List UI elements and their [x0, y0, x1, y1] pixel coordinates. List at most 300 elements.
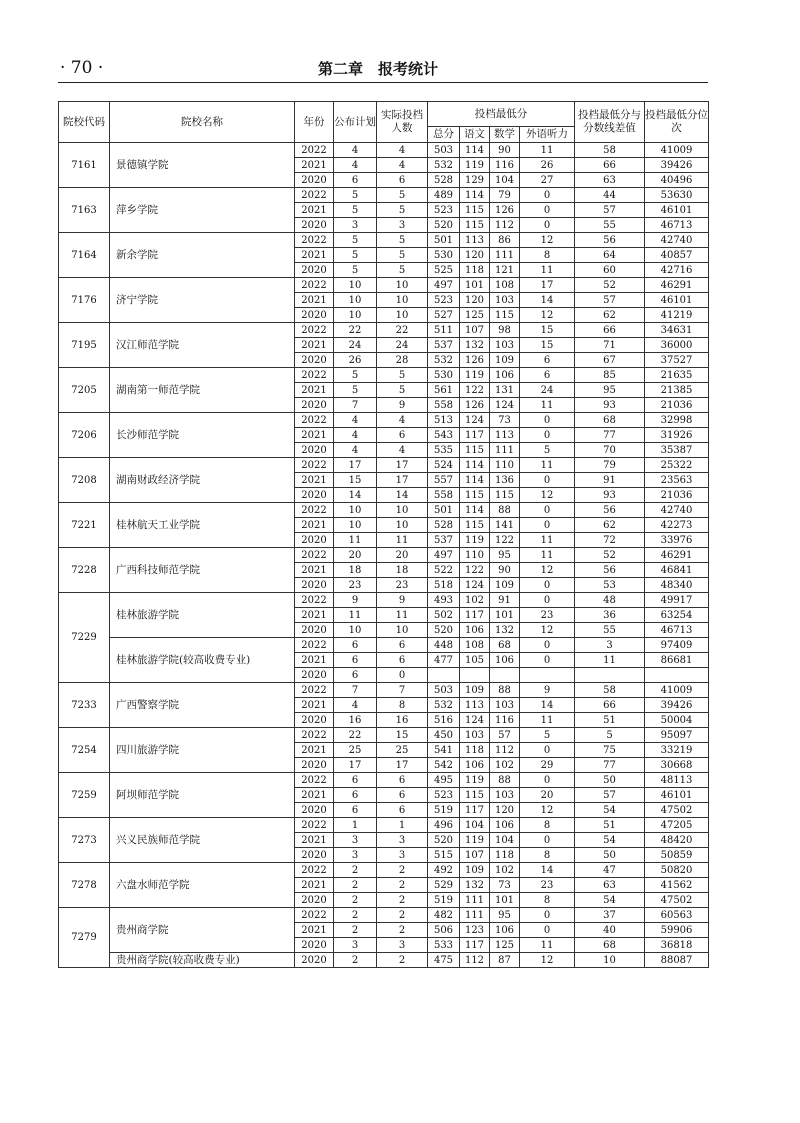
chinese-cell: 113 [460, 233, 490, 248]
chinese-cell: 124 [460, 578, 490, 593]
plan-cell: 4 [334, 413, 377, 428]
diff-cell: 37 [575, 908, 645, 923]
total-cell: 482 [428, 908, 460, 923]
chinese-cell: 118 [460, 743, 490, 758]
foreign-cell: 0 [520, 908, 575, 923]
year-cell: 2022 [295, 188, 334, 203]
admitted-cell: 3 [377, 848, 428, 863]
chinese-cell: 132 [460, 338, 490, 353]
table-row [59, 323, 709, 338]
admitted-cell: 5 [377, 203, 428, 218]
chinese-cell: 132 [460, 878, 490, 893]
chinese-cell: 119 [460, 533, 490, 548]
rank-cell: 33219 [645, 743, 709, 758]
admitted-cell: 6 [377, 773, 428, 788]
year-cell: 2021 [295, 698, 334, 713]
plan-cell: 2 [334, 908, 377, 923]
plan-cell: 25 [334, 743, 377, 758]
foreign-cell: 0 [520, 743, 575, 758]
math-cell: 124 [490, 398, 520, 413]
year-cell: 2020 [295, 953, 334, 968]
diff-cell: 77 [575, 428, 645, 443]
chinese-cell: 117 [460, 608, 490, 623]
year-cell: 2021 [295, 518, 334, 533]
total-cell: 543 [428, 428, 460, 443]
foreign-cell: 0 [520, 593, 575, 608]
year-cell: 2020 [295, 668, 334, 683]
year-cell: 2021 [295, 248, 334, 263]
diff-cell: 48 [575, 593, 645, 608]
chinese-cell: 126 [460, 353, 490, 368]
math-cell: 103 [490, 698, 520, 713]
total-cell: 497 [428, 278, 460, 293]
year-cell: 2021 [295, 608, 334, 623]
foreign-cell: 6 [520, 353, 575, 368]
admitted-cell: 5 [377, 233, 428, 248]
admitted-cell: 6 [377, 173, 428, 188]
school-code-cell: 7164 [59, 233, 110, 278]
math-cell: 109 [490, 578, 520, 593]
diff-cell: 57 [575, 293, 645, 308]
foreign-cell: 0 [520, 188, 575, 203]
col-header-min-score-group: 投档最低分 [428, 102, 575, 127]
diff-cell: 85 [575, 368, 645, 383]
rank-cell: 41562 [645, 878, 709, 893]
admitted-cell: 9 [377, 398, 428, 413]
year-cell: 2022 [295, 773, 334, 788]
chinese-cell: 123 [460, 923, 490, 938]
school-code-cell: 7208 [59, 458, 110, 503]
total-cell: 532 [428, 353, 460, 368]
admitted-cell: 3 [377, 938, 428, 953]
year-cell: 2020 [295, 623, 334, 638]
diff-cell: 36 [575, 608, 645, 623]
plan-cell: 2 [334, 953, 377, 968]
math-cell: 88 [490, 773, 520, 788]
admitted-cell: 17 [377, 473, 428, 488]
chinese-cell: 114 [460, 458, 490, 473]
admitted-cell: 18 [377, 563, 428, 578]
admitted-cell: 10 [377, 623, 428, 638]
school-code-cell: 7278 [59, 863, 110, 908]
foreign-cell: 8 [520, 893, 575, 908]
plan-cell: 24 [334, 338, 377, 353]
diff-cell [575, 668, 645, 683]
plan-cell: 4 [334, 158, 377, 173]
diff-cell: 11 [575, 653, 645, 668]
diff-cell: 5 [575, 728, 645, 743]
rank-cell: 47502 [645, 893, 709, 908]
admitted-cell: 7 [377, 683, 428, 698]
math-cell: 125 [490, 938, 520, 953]
foreign-cell: 27 [520, 173, 575, 188]
plan-cell: 3 [334, 938, 377, 953]
foreign-cell: 11 [520, 548, 575, 563]
rank-cell: 48340 [645, 578, 709, 593]
year-cell: 2022 [295, 503, 334, 518]
admitted-cell: 2 [377, 878, 428, 893]
total-cell [428, 668, 460, 683]
chinese-cell: 115 [460, 518, 490, 533]
rank-cell: 36818 [645, 938, 709, 953]
foreign-cell: 12 [520, 953, 575, 968]
plan-cell: 2 [334, 863, 377, 878]
diff-cell: 57 [575, 788, 645, 803]
foreign-cell: 0 [520, 473, 575, 488]
plan-cell: 2 [334, 878, 377, 893]
chinese-cell: 115 [460, 443, 490, 458]
admitted-cell: 2 [377, 863, 428, 878]
diff-cell: 51 [575, 713, 645, 728]
col-header-chinese: 语文 [460, 127, 490, 143]
col-header-name: 院校名称 [110, 102, 295, 143]
year-cell: 2022 [295, 368, 334, 383]
year-cell: 2022 [295, 818, 334, 833]
total-cell: 522 [428, 563, 460, 578]
math-cell: 108 [490, 278, 520, 293]
diff-cell: 52 [575, 278, 645, 293]
year-cell: 2022 [295, 908, 334, 923]
plan-cell: 15 [334, 473, 377, 488]
admitted-cell: 11 [377, 608, 428, 623]
diff-cell: 95 [575, 383, 645, 398]
chinese-cell: 103 [460, 728, 490, 743]
rank-cell: 48113 [645, 773, 709, 788]
rank-cell: 31926 [645, 428, 709, 443]
diff-cell: 50 [575, 848, 645, 863]
math-cell: 112 [490, 743, 520, 758]
year-cell: 2021 [295, 293, 334, 308]
foreign-cell: 12 [520, 803, 575, 818]
chinese-cell: 117 [460, 428, 490, 443]
diff-cell: 56 [575, 503, 645, 518]
rank-cell: 63254 [645, 608, 709, 623]
foreign-cell: 11 [520, 938, 575, 953]
total-cell: 477 [428, 653, 460, 668]
diff-cell: 62 [575, 518, 645, 533]
school-name-cell: 桂林航天工业学院 [110, 503, 295, 548]
chinese-cell: 111 [460, 893, 490, 908]
plan-cell: 6 [334, 173, 377, 188]
foreign-cell: 12 [520, 233, 575, 248]
math-cell: 95 [490, 908, 520, 923]
chinese-cell: 109 [460, 683, 490, 698]
rank-cell: 46291 [645, 278, 709, 293]
math-cell: 104 [490, 833, 520, 848]
math-cell: 57 [490, 728, 520, 743]
chinese-cell: 119 [460, 833, 490, 848]
admitted-cell: 5 [377, 188, 428, 203]
plan-cell: 7 [334, 683, 377, 698]
math-cell: 118 [490, 848, 520, 863]
plan-cell: 14 [334, 488, 377, 503]
admitted-cell: 25 [377, 743, 428, 758]
table-row [59, 953, 709, 968]
chinese-cell: 117 [460, 938, 490, 953]
foreign-cell: 0 [520, 638, 575, 653]
admitted-cell: 10 [377, 518, 428, 533]
rank-cell: 32998 [645, 413, 709, 428]
total-cell: 503 [428, 683, 460, 698]
school-code-cell: 7229 [59, 593, 110, 683]
foreign-cell: 0 [520, 833, 575, 848]
rank-cell: 36000 [645, 338, 709, 353]
rank-cell: 23563 [645, 473, 709, 488]
table-row [59, 773, 709, 788]
foreign-cell: 23 [520, 878, 575, 893]
foreign-cell: 0 [520, 503, 575, 518]
total-cell: 532 [428, 158, 460, 173]
diff-cell: 54 [575, 893, 645, 908]
plan-cell: 5 [334, 368, 377, 383]
admitted-cell: 4 [377, 443, 428, 458]
math-cell: 98 [490, 323, 520, 338]
plan-cell: 17 [334, 458, 377, 473]
foreign-cell: 23 [520, 608, 575, 623]
total-cell: 489 [428, 188, 460, 203]
total-cell: 516 [428, 713, 460, 728]
chinese-cell: 115 [460, 788, 490, 803]
school-code-cell: 7206 [59, 413, 110, 458]
plan-cell: 6 [334, 788, 377, 803]
rank-cell: 41009 [645, 683, 709, 698]
math-cell: 101 [490, 608, 520, 623]
diff-cell: 79 [575, 458, 645, 473]
math-cell: 73 [490, 878, 520, 893]
chinese-cell: 112 [460, 953, 490, 968]
year-cell: 2020 [295, 443, 334, 458]
year-cell: 2021 [295, 473, 334, 488]
rank-cell: 88087 [645, 953, 709, 968]
rank-cell: 21036 [645, 398, 709, 413]
math-cell: 121 [490, 263, 520, 278]
total-cell: 530 [428, 368, 460, 383]
rank-cell: 25322 [645, 458, 709, 473]
chinese-cell: 110 [460, 548, 490, 563]
foreign-cell: 12 [520, 488, 575, 503]
total-cell: 541 [428, 743, 460, 758]
foreign-cell: 0 [520, 653, 575, 668]
math-cell: 103 [490, 338, 520, 353]
diff-cell: 10 [575, 953, 645, 968]
rank-cell: 46713 [645, 218, 709, 233]
plan-cell: 16 [334, 713, 377, 728]
diff-cell: 54 [575, 803, 645, 818]
chinese-cell: 114 [460, 473, 490, 488]
chinese-cell: 120 [460, 248, 490, 263]
year-cell: 2020 [295, 848, 334, 863]
admitted-cell: 5 [377, 263, 428, 278]
year-cell: 2022 [295, 278, 334, 293]
rank-cell: 47502 [645, 803, 709, 818]
plan-cell: 5 [334, 188, 377, 203]
plan-cell: 4 [334, 428, 377, 443]
diff-cell: 66 [575, 158, 645, 173]
admitted-cell: 9 [377, 593, 428, 608]
school-code-cell: 7195 [59, 323, 110, 368]
school-code-cell: 7254 [59, 728, 110, 773]
chinese-cell: 118 [460, 263, 490, 278]
plan-cell: 2 [334, 923, 377, 938]
table-row [59, 908, 709, 923]
total-cell: 523 [428, 203, 460, 218]
year-cell: 2021 [295, 563, 334, 578]
table-row [59, 188, 709, 203]
rank-cell: 59906 [645, 923, 709, 938]
chinese-cell: 108 [460, 638, 490, 653]
math-cell: 111 [490, 443, 520, 458]
col-header-foreign: 外语听力 [520, 127, 575, 143]
admitted-cell: 10 [377, 293, 428, 308]
plan-cell: 10 [334, 308, 377, 323]
admitted-cell: 10 [377, 278, 428, 293]
diff-cell: 63 [575, 173, 645, 188]
chinese-cell: 124 [460, 413, 490, 428]
total-cell: 558 [428, 398, 460, 413]
rank-cell: 42740 [645, 503, 709, 518]
math-cell: 111 [490, 248, 520, 263]
chinese-cell: 119 [460, 158, 490, 173]
rank-cell: 21385 [645, 383, 709, 398]
diff-cell: 50 [575, 773, 645, 788]
admitted-cell: 2 [377, 908, 428, 923]
col-header-code: 院校代码 [59, 102, 110, 143]
total-cell: 530 [428, 248, 460, 263]
diff-cell: 66 [575, 698, 645, 713]
admitted-cell: 15 [377, 728, 428, 743]
plan-cell: 4 [334, 443, 377, 458]
total-cell: 533 [428, 938, 460, 953]
total-cell: 501 [428, 503, 460, 518]
rank-cell: 41009 [645, 143, 709, 158]
total-cell: 525 [428, 263, 460, 278]
table-body [59, 143, 709, 968]
math-cell: 106 [490, 653, 520, 668]
math-cell: 103 [490, 788, 520, 803]
rank-cell: 53630 [645, 188, 709, 203]
foreign-cell: 0 [520, 203, 575, 218]
school-code-cell: 7259 [59, 773, 110, 818]
chinese-cell: 115 [460, 488, 490, 503]
chinese-cell: 106 [460, 623, 490, 638]
chinese-cell: 129 [460, 173, 490, 188]
plan-cell: 6 [334, 653, 377, 668]
rank-cell: 42716 [645, 263, 709, 278]
total-cell: 519 [428, 803, 460, 818]
rank-cell: 49917 [645, 593, 709, 608]
total-cell: 497 [428, 548, 460, 563]
year-cell: 2021 [295, 428, 334, 443]
plan-cell: 6 [334, 773, 377, 788]
chapter-title: 第二章 报考统计 [318, 60, 439, 78]
admitted-cell: 24 [377, 338, 428, 353]
math-cell: 91 [490, 593, 520, 608]
math-cell: 131 [490, 383, 520, 398]
foreign-cell: 24 [520, 383, 575, 398]
rank-cell: 46841 [645, 563, 709, 578]
total-cell: 515 [428, 848, 460, 863]
plan-cell: 10 [334, 503, 377, 518]
admitted-cell: 10 [377, 503, 428, 518]
diff-cell: 56 [575, 563, 645, 578]
rank-cell: 46101 [645, 293, 709, 308]
math-cell: 106 [490, 818, 520, 833]
diff-cell: 60 [575, 263, 645, 278]
year-cell: 2021 [295, 788, 334, 803]
school-name-cell: 长沙师范学院 [110, 413, 295, 458]
foreign-cell: 8 [520, 818, 575, 833]
school-code-cell: 7273 [59, 818, 110, 863]
math-cell: 116 [490, 713, 520, 728]
foreign-cell: 14 [520, 698, 575, 713]
year-cell: 2020 [295, 263, 334, 278]
rank-cell: 46101 [645, 788, 709, 803]
math-cell: 113 [490, 428, 520, 443]
admitted-cell: 3 [377, 833, 428, 848]
math-cell: 116 [490, 158, 520, 173]
plan-cell: 4 [334, 143, 377, 158]
school-name-cell: 广西警察学院 [110, 683, 295, 728]
rank-cell: 39426 [645, 158, 709, 173]
school-code-cell: 7221 [59, 503, 110, 548]
col-header-diff: 投档最低分与分数线差值 [575, 102, 645, 143]
col-header-year: 年份 [295, 102, 334, 143]
year-cell: 2022 [295, 323, 334, 338]
school-name-cell: 六盘水师范学院 [110, 863, 295, 908]
diff-cell: 63 [575, 878, 645, 893]
total-cell: 502 [428, 608, 460, 623]
total-cell: 503 [428, 143, 460, 158]
page-header [58, 56, 708, 82]
chinese-cell: 114 [460, 143, 490, 158]
year-cell: 2020 [295, 893, 334, 908]
year-cell: 2020 [295, 173, 334, 188]
plan-cell: 6 [334, 803, 377, 818]
math-cell: 86 [490, 233, 520, 248]
rank-cell: 50820 [645, 863, 709, 878]
year-cell: 2022 [295, 593, 334, 608]
year-cell: 2021 [295, 338, 334, 353]
year-cell: 2021 [295, 653, 334, 668]
chinese-cell: 122 [460, 563, 490, 578]
rank-cell: 42740 [645, 233, 709, 248]
math-cell: 106 [490, 923, 520, 938]
math-cell [490, 668, 520, 683]
table-row [59, 548, 709, 563]
rank-cell: 30668 [645, 758, 709, 773]
school-name-cell: 贵州商学院 [110, 908, 295, 953]
school-name-cell: 景德镇学院 [110, 143, 295, 188]
chinese-cell: 111 [460, 908, 490, 923]
total-cell: 523 [428, 293, 460, 308]
chinese-cell: 107 [460, 323, 490, 338]
table-row [59, 278, 709, 293]
year-cell: 2020 [295, 938, 334, 953]
admitted-cell: 22 [377, 323, 428, 338]
school-code-cell: 7279 [59, 908, 110, 968]
foreign-cell: 11 [520, 458, 575, 473]
plan-cell: 5 [334, 248, 377, 263]
plan-cell: 5 [334, 233, 377, 248]
chinese-cell: 122 [460, 383, 490, 398]
table-row [59, 368, 709, 383]
plan-cell: 20 [334, 548, 377, 563]
admitted-cell: 17 [377, 458, 428, 473]
year-cell: 2022 [295, 728, 334, 743]
chinese-cell: 102 [460, 593, 490, 608]
foreign-cell: 17 [520, 278, 575, 293]
table-row [59, 818, 709, 833]
